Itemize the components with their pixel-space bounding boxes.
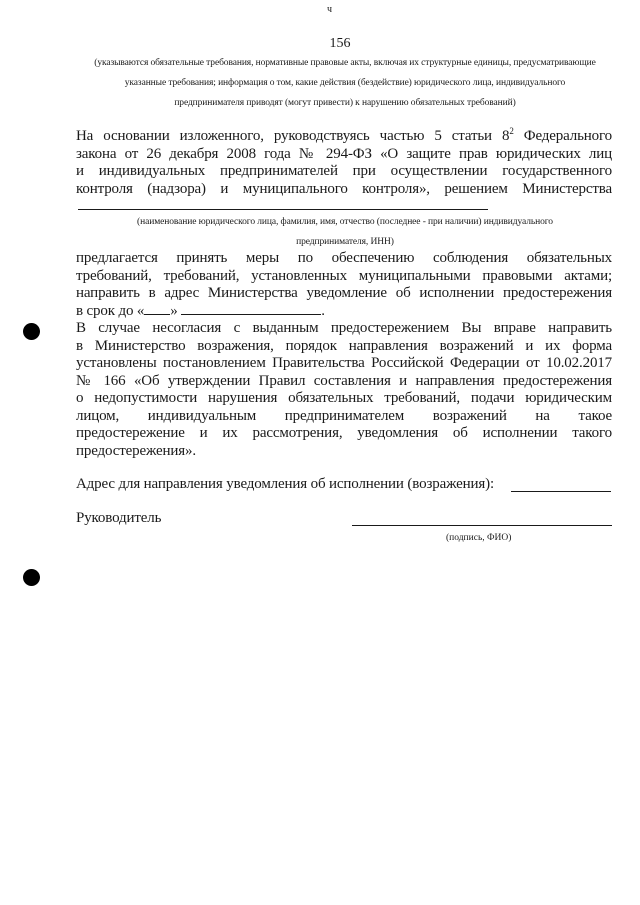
punch-hole-mark [23,569,40,586]
note-line: (наименование юридического лица, фамилия, имя, отчество (последнее - при наличии) индивидуального [137,217,553,227]
signature-caption: (подпись, ФИО) [446,533,512,543]
paragraph-line: контроля (надзора) и муниципального контроля», решением Министерства [76,180,612,197]
paragraph-line: предостережения». [76,442,196,459]
paragraph-line: о недопустимости нарушения обязательных требований, подачи юридическим [76,390,612,406]
paragraph-line: На основании изложенного, руководствуясь частью 5 статьи $8^2$ Федерального [76,126,612,144]
paragraph-line: предлагается принять меры по обеспечению соблюдения обязательных [76,250,612,266]
paragraph-line: установлены постановлением Правительства Российской Федерации от 10.02.2017 [76,355,612,371]
page-number: 156 [329,36,351,51]
note-line: (указываются обязательные требования, нормативные правовые акты, включая их структурные единицы, предусматривающие [94,58,596,68]
paragraph-line: № 166 «Об утверждении Правил составления и направления предостережения [76,372,612,389]
paragraph-basis [76,128,612,198]
note-entity [78,212,612,252]
note-line: предпринимателя приводят (могут привести) к нарушению обязательных требований) [174,98,516,108]
deadline-day-blank [144,303,170,315]
paragraph-line: требований, требований, установленных муниципальными правовыми актами; [76,267,612,284]
paragraph-line: направить в адрес Министерства уведомление об исполнении предостережения [76,285,612,301]
paragraph-line: В случае несогласия с выданным предостережением Вы вправе направить [76,320,612,336]
signature-blank [352,525,612,526]
note-line: указанные требования; информация о том, какие действия (бездействие) юридического лица, индивидуального [124,78,566,88]
signature-label: Руководитель [76,510,162,526]
deadline-line: в срок до « » . [76,302,325,319]
note-requirements [78,53,612,113]
paragraph-line: и индивидуальных предпринимателей при осуществлении государственного [76,163,612,179]
scan-mark: ч [327,4,333,15]
paragraph-measures [76,250,612,320]
punch-hole-mark [23,323,40,340]
paragraph-line: в Министерство возражения, порядок направления возражений и их форма [76,337,612,354]
paragraph-objections [76,320,612,460]
address-blank [511,491,611,492]
address-label: Адрес для направления уведомления об исполнении (возражения): [76,476,494,492]
note-line: предпринимателя, ИНН) [296,237,394,247]
paragraph-line: закона от 26 декабря 2008 года № 294-ФЗ «О защите прав юридических лиц [76,145,612,162]
deadline-month-blank [181,303,321,315]
paragraph-line: предостережение и их рассмотрения, уведомления об исполнении такого [76,425,612,441]
paragraph-line: лицом, индивидуальным предпринимателем возражений на такое [76,407,612,424]
blank-line-entity [78,209,488,210]
